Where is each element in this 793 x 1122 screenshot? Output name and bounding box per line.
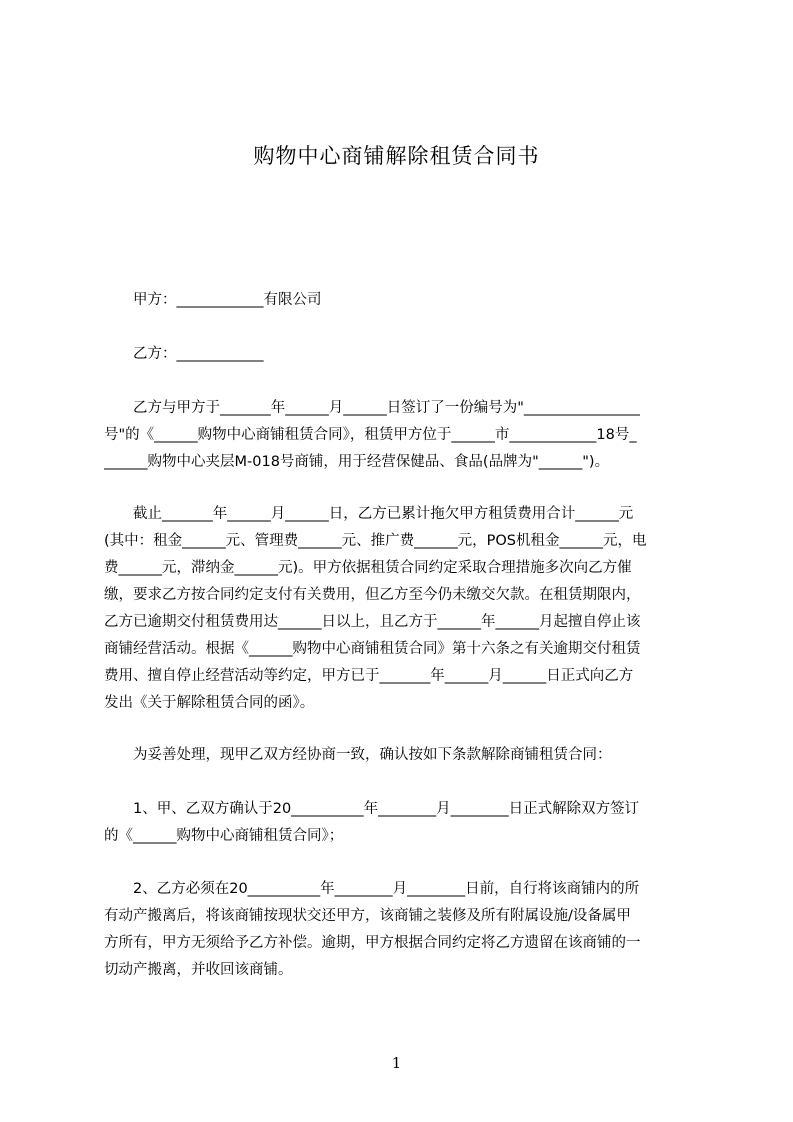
party-b-line (104, 341, 704, 368)
paragraph-line: 乙方已逾期交付租赁费用达______日以上，且乙方于______年______月起擅自停止该 (104, 614, 641, 630)
paragraph-line: 缴，要求乙方按合同约定支付有关费用，但乙方至今仍未缴交欠款。在租赁期限内， (104, 587, 641, 603)
paragraph-line: 号"的《______购物中心商铺租赁合同》，租赁甲方位于______市____________18号_ (104, 427, 637, 443)
clause-line: 切动产搬离，并收回该商铺。 (104, 962, 293, 978)
clause-2 (104, 876, 704, 984)
party-b-text: 乙方：____________ (104, 346, 264, 362)
clause-line: 有动产搬离后，将该商铺按现状交还甲方，该商铺之装修及所有附属设施/设备属甲 (104, 908, 631, 924)
paragraph-line: 发出《关于解除租赁合同的函》。 (104, 695, 315, 711)
clause-line: 1、甲、乙双方确认于20__________年________月________日正式解除双方签订 (104, 801, 640, 817)
paragraph-line: 为妥善处理，现甲乙双方经协商一致，确认按如下条款解除商铺租赁合同： (104, 747, 612, 763)
contract-background-paragraph (104, 395, 704, 476)
party-a-line (104, 287, 704, 314)
paragraph-line: 商铺经营活动。根据《______购物中心商铺租赁合同》第十六条之有关逾期交付租赁 (104, 641, 641, 657)
page-number: 1 (391, 1054, 402, 1072)
paragraph-line: 乙方与甲方于_______年______月______日签订了一份编号为"________________ (104, 400, 640, 416)
clause-1 (104, 796, 704, 850)
paragraph-line: 费______元，滞纳金______元)。甲方依据租赁合同约定采取合理措施多次向乙方催 (104, 560, 632, 576)
clause-line: 方所有，甲方无须给予乙方补偿。逾期，甲方根据合同约定将乙方遗留在该商铺的一 (104, 935, 641, 951)
document-title: 购物中心商铺解除租赁合同书 (253, 144, 540, 168)
paragraph-line: 费用、擅自停止经营活动等约定，甲方已于_______年______月______日正式向乙方 (104, 668, 634, 684)
paragraph-line: 截止_______年______月______日，乙方已累计拖欠甲方租赁费用合计______元 (104, 506, 634, 522)
paragraph-line: ______购物中心夹层M-018号商铺，用于经营保健品、食品(品牌为"______")。 (104, 454, 610, 470)
clause-line: 的《______购物中心商铺租赁合同》； (104, 828, 344, 844)
agreement-intro-paragraph (104, 742, 704, 769)
arrears-paragraph (104, 501, 704, 717)
clause-line: 2、乙方必须在20__________年________月________日前，自行将该商铺内的所 (104, 881, 640, 897)
paragraph-line: (其中：租金______元、管理费______元、推广费______元，POS机租金______元，电 (104, 533, 647, 549)
party-a-text: 甲方：____________有限公司 (104, 292, 322, 308)
